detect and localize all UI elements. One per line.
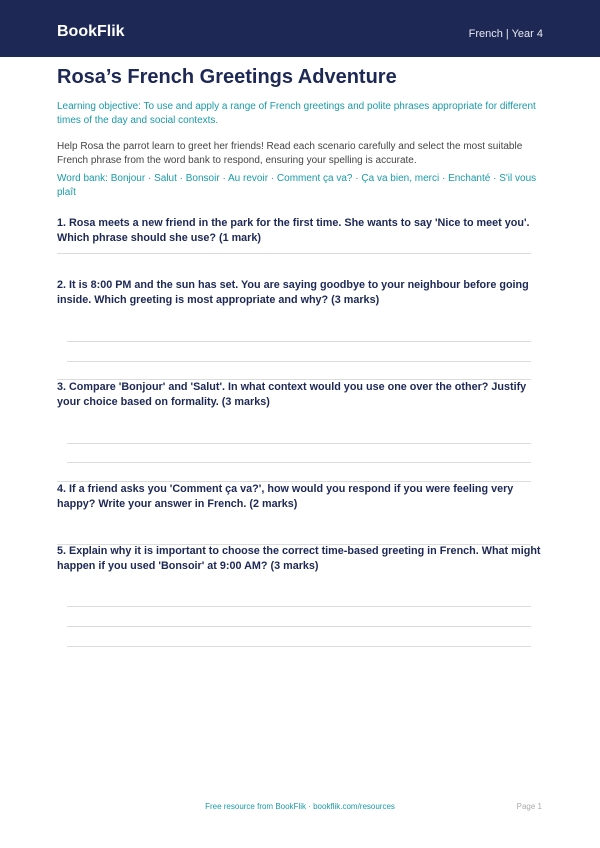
- question-4: 4. If a friend asks you 'Comment ça va?', how would you respond if you were feeling very happy? Write your answer in French. (2 marks): [57, 483, 514, 510]
- footer-link-text[interactable]: Free resource from BookFlik · bookflik.com/resources: [205, 802, 395, 811]
- answer-line[interactable]: [67, 462, 531, 463]
- answer-line[interactable]: [67, 626, 531, 627]
- question-divider: [57, 253, 531, 254]
- page-header: [0, 0, 600, 57]
- answer-line[interactable]: [67, 606, 531, 607]
- question-5: 5. Explain why it is important to choose the correct time-based greeting in French. What might happen if you used 'Bonsoir' at 9:00 AM? (3 marks): [57, 545, 541, 572]
- answer-line[interactable]: [67, 361, 531, 362]
- answer-line[interactable]: [67, 443, 531, 444]
- brand-logo-text: BookFlik: [57, 23, 125, 40]
- subject-year-label: French | Year 4: [468, 28, 543, 40]
- worksheet-title: Rosa’s French Greetings Adventure: [57, 66, 397, 88]
- question-3: 3. Compare 'Bonjour' and 'Salut'. In what context would you use one over the other? Justify your choice based on formality. (3 marks): [57, 381, 527, 408]
- answer-line[interactable]: [67, 341, 531, 342]
- word-bank: Word bank: Bonjour · Salut · Bonsoir · Au revoir · Comment ça va? · Ça va bien, merci · Enchanté · S'il vous plaît: [57, 173, 537, 198]
- page-number: Page 1: [516, 802, 542, 811]
- question-2: 2. It is 8:00 PM and the sun has set. You are saying goodbye to your neighbour before going inside. Which greeting is most appropriate and why? (3 marks): [57, 279, 529, 306]
- answer-line[interactable]: [67, 646, 531, 647]
- question-1: 1. Rosa meets a new friend in the park for the first time. She wants to say 'Nice to meet you'. Which phrase should she use? (1 mark): [57, 217, 530, 244]
- instructions-text: Help Rosa the parrot learn to greet her friends! Read each scenario carefully and select the most suitable French phrase from the word bank to respond, ensuring your spelling is accurate.: [57, 141, 523, 166]
- learning-objective: Learning objective: To use and apply a range of French greetings and polite phrases appropriate for different times of the day and social contexts.: [57, 101, 536, 126]
